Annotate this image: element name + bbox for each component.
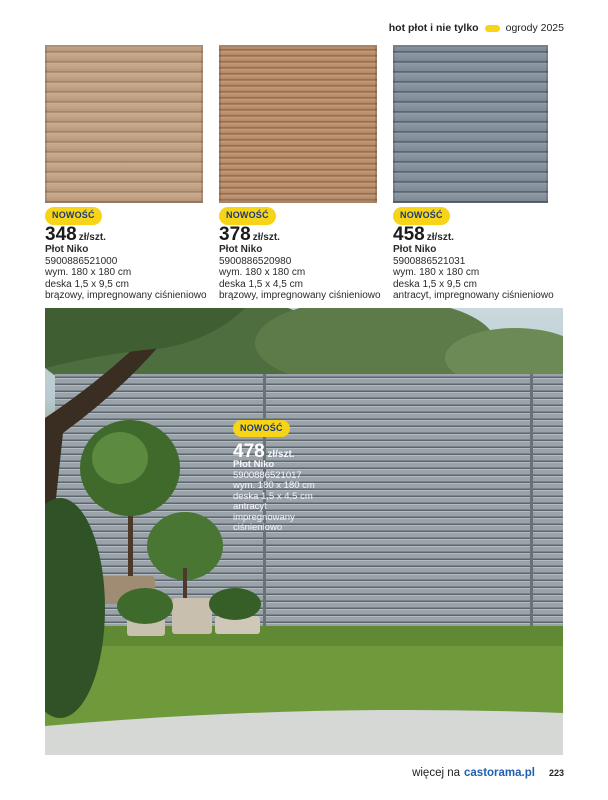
featured-product-info bbox=[233, 420, 315, 534]
product-name: Płot Niko bbox=[233, 459, 275, 470]
new-badge: NOWOŚĆ bbox=[219, 207, 276, 225]
fence-panel-anthracite bbox=[393, 45, 548, 203]
new-badge: NOWOŚĆ bbox=[45, 207, 102, 225]
price: 348 zł/szt. bbox=[45, 223, 106, 245]
product-desc: brązowy, impregnowany ciśnieniowo bbox=[45, 290, 207, 301]
product-board: deska 1,5 x 4,5 cm bbox=[219, 278, 303, 290]
product-card bbox=[219, 207, 381, 302]
header-subtitle: ogrody 2025 bbox=[505, 22, 564, 34]
product-name: Płot Niko bbox=[45, 244, 89, 255]
product-desc-line: ciśnieniowo bbox=[233, 522, 283, 533]
product-board: deska 1,5 x 4,5 cm bbox=[233, 490, 313, 502]
product-board: deska 1,5 x 9,5 cm bbox=[45, 278, 129, 290]
page-number: 223 bbox=[548, 768, 564, 778]
page-footer bbox=[412, 767, 564, 779]
product-size: wym. 180 x 180 cm bbox=[219, 267, 306, 278]
yellow-pill-icon bbox=[485, 25, 500, 32]
price: 378 zł/szt. bbox=[219, 223, 280, 245]
product-board: deska 1,5 x 9,5 cm bbox=[393, 278, 477, 290]
website-link[interactable]: castorama.pl bbox=[464, 767, 535, 779]
product-desc: brązowy, impregnowany ciśnieniowo bbox=[219, 290, 381, 301]
new-badge: NOWOŚĆ bbox=[233, 420, 290, 437]
price: 478 zł/szt. bbox=[233, 440, 295, 462]
product-card bbox=[45, 207, 207, 302]
product-color: antracyt bbox=[233, 501, 267, 512]
page-header bbox=[389, 22, 564, 34]
footer-prefix: więcej na bbox=[412, 767, 461, 779]
product-size: wym. 180 x 180 cm bbox=[393, 267, 480, 278]
product-name: Płot Niko bbox=[219, 244, 263, 255]
fence-panel-brown-wide bbox=[45, 45, 203, 203]
product-name: Płot Niko bbox=[393, 244, 437, 255]
new-badge: NOWOŚĆ bbox=[393, 207, 450, 225]
fence-panel-brown-narrow bbox=[219, 45, 377, 203]
product-ean: 5900886521000 bbox=[45, 255, 118, 267]
product-ean: 5900886520980 bbox=[219, 255, 292, 267]
garden-fence-photo bbox=[45, 308, 563, 755]
product-card bbox=[393, 207, 554, 302]
product-size: wym. 180 x 180 cm bbox=[45, 267, 132, 278]
product-desc-line: impregnowany bbox=[233, 511, 295, 523]
product-size: wym. 180 x 180 cm bbox=[233, 480, 315, 491]
product-desc: antracyt, impregnowany ciśnieniowo bbox=[393, 290, 554, 301]
price: 458 zł/szt. bbox=[393, 223, 454, 245]
product-ean: 5900886521031 bbox=[393, 255, 466, 267]
header-title: hot płot i nie tylko bbox=[388, 22, 479, 34]
product-ean: 5900886521017 bbox=[233, 469, 302, 481]
